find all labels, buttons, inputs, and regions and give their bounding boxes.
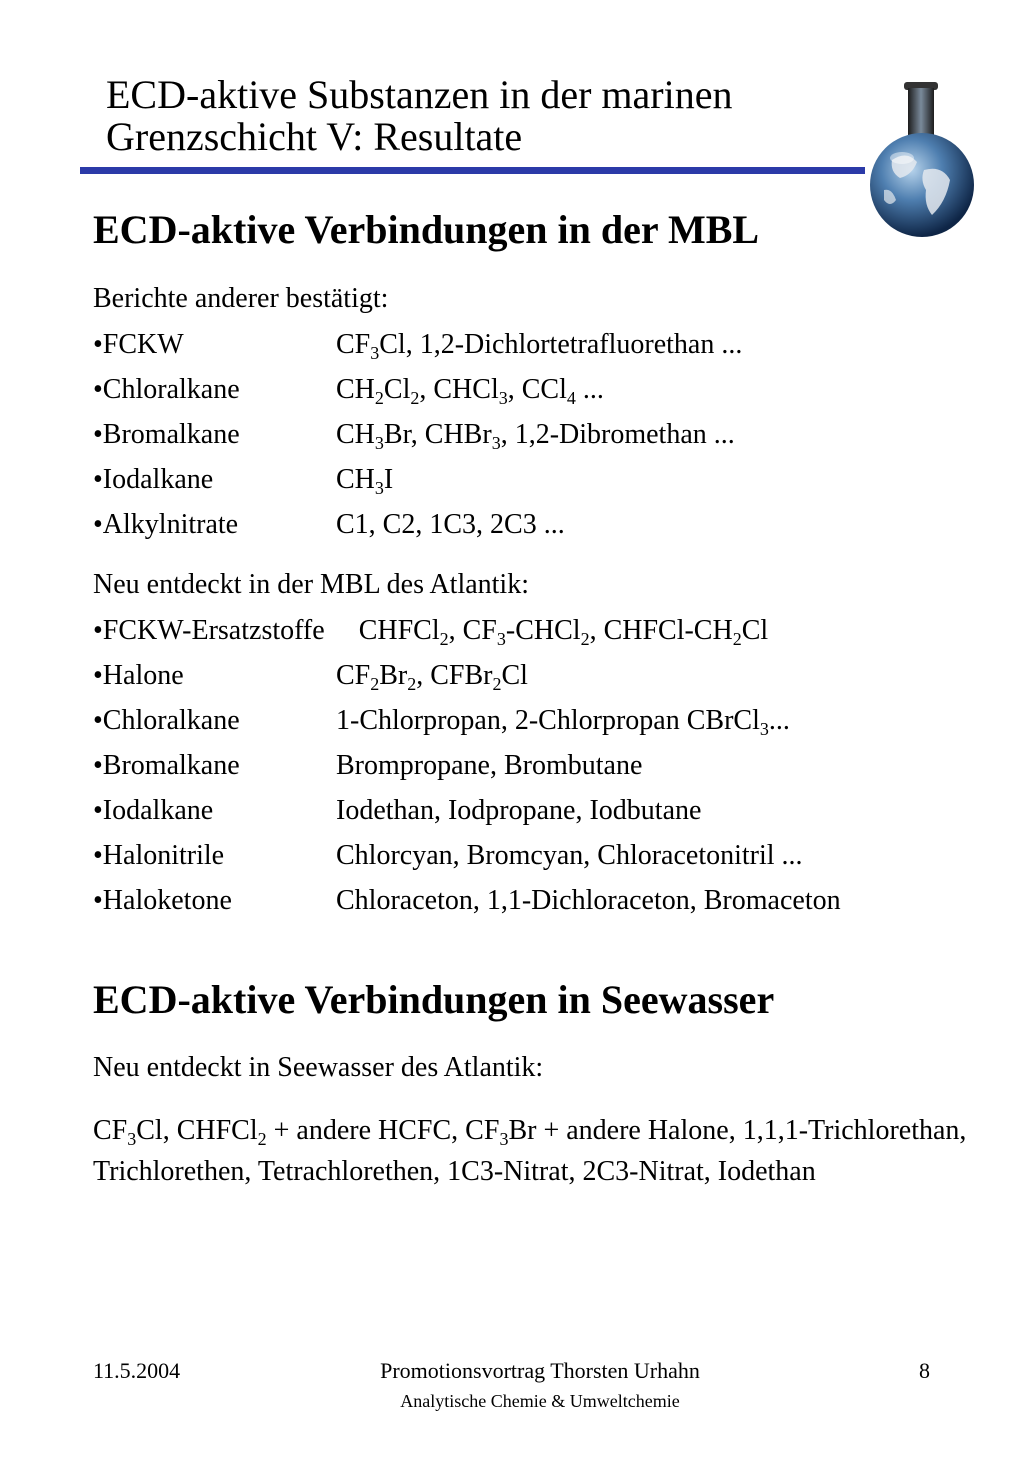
subscript: 2 <box>410 388 420 408</box>
compound-examples <box>336 795 701 826</box>
formula-text: CHFCl <box>358 615 440 646</box>
formula-text: CH <box>336 464 375 495</box>
subscript: 3 <box>759 719 769 739</box>
compound-examples <box>336 885 841 916</box>
subscript: 3 <box>491 433 501 453</box>
formula-text: , CHCl <box>419 374 499 405</box>
formula-text: Chlorcyan, Bromcyan, Chloracetonitril ... <box>336 840 803 871</box>
compound-examples <box>336 660 528 694</box>
formula-text: + andere HCFC, CF <box>266 1115 500 1146</box>
compound-row <box>93 374 604 406</box>
compound-row <box>93 795 701 827</box>
compound-examples <box>336 374 604 408</box>
section-heading-seawater: ECD-aktive Verbindungen in Seewasser <box>93 977 775 1022</box>
compound-class-label: •Bromalkane <box>93 750 240 781</box>
formula-text: Iodethan, Iodpropane, Iodbutane <box>336 795 702 826</box>
subscript: 2 <box>374 388 384 408</box>
compound-row <box>93 615 768 647</box>
compound-class-label: •Haloketone <box>93 885 232 916</box>
compound-row <box>93 509 565 541</box>
subscript: 3 <box>498 388 508 408</box>
formula-text: , 1,2-Dibromethan ... <box>500 419 735 450</box>
formula-text: CF <box>93 1115 128 1146</box>
subscript: 3 <box>374 433 384 453</box>
footer-date: 11.5.2004 <box>93 1358 181 1383</box>
formula-text: , CHFCl-CH <box>589 615 733 646</box>
compound-examples <box>336 840 803 871</box>
subscript: 4 <box>566 388 576 408</box>
compound-class-label: •Bromalkane <box>93 419 240 450</box>
subscript: 2 <box>370 674 380 694</box>
formula-text: , CFBr <box>416 660 493 691</box>
compound-examples <box>336 419 735 453</box>
formula-text: Cl, CHFCl <box>136 1115 258 1146</box>
formula-text: Brompropane, Brombutane <box>336 750 643 781</box>
compound-examples <box>336 329 743 363</box>
compound-row <box>93 419 735 451</box>
compound-examples <box>336 750 642 781</box>
formula-text: I <box>383 464 394 495</box>
subscript: 3 <box>374 478 384 498</box>
subscript: 2 <box>492 674 502 694</box>
compound-class-label: •Halonitrile <box>93 840 225 871</box>
formula-text: ... <box>768 705 790 736</box>
compound-row <box>93 660 528 692</box>
subscript: 3 <box>499 1129 509 1149</box>
subscript: 3 <box>370 343 380 363</box>
formula-text: , CF <box>448 615 497 646</box>
title-underline <box>80 167 865 174</box>
compound-examples <box>336 705 790 739</box>
compound-class-label: •FCKW <box>93 329 184 360</box>
slide-title <box>106 74 732 158</box>
formula-text: Cl <box>501 660 528 691</box>
formula-text: CH <box>336 374 375 405</box>
formula-text: Cl, 1,2-Dichlortetrafluorethan ... <box>379 329 743 360</box>
subscript: 3 <box>127 1129 137 1149</box>
formula-text: Cl <box>741 615 769 646</box>
intro-new-mbl: Neu entdeckt in der MBL des Atlantik: <box>93 569 529 600</box>
subscript: 2 <box>257 1129 267 1149</box>
subscript: 2 <box>407 674 417 694</box>
intro-reports-confirmed: Berichte anderer bestätigt: <box>93 283 389 314</box>
section-heading-mbl: ECD-aktive Verbindungen in der MBL <box>93 207 760 252</box>
compound-class-label: •Chloralkane <box>93 374 240 405</box>
compound-examples <box>336 464 394 498</box>
subscript: 2 <box>439 629 449 649</box>
subscript: 2 <box>580 629 590 649</box>
globe-flask-icon <box>862 80 992 240</box>
compound-class-label: •FCKW-Ersatzstoffe <box>93 615 325 646</box>
compound-class-label: •Iodalkane <box>93 795 214 826</box>
compound-class-label: •Halone <box>93 660 184 691</box>
formula-text: C1, C2, 1C3, 2C3 ... <box>336 509 565 540</box>
compound-row <box>93 750 642 782</box>
compound-class-label: •Alkylnitrate <box>93 509 239 540</box>
compound-row <box>93 840 803 872</box>
formula-text: , CCl <box>507 374 567 405</box>
subscript: 2 <box>732 629 742 649</box>
footer-department: Analytische Chemie & Umweltchemie <box>400 1391 680 1411</box>
compound-row <box>93 705 790 737</box>
page-number: 8 <box>919 1358 930 1383</box>
footer-presenter: Promotionsvortrag Thorsten Urhahn <box>380 1358 700 1383</box>
formula-text: Br <box>379 660 408 691</box>
formula-text: Chloraceton, 1,1-Dichloraceton, Bromaceton <box>336 885 841 916</box>
formula-text: CH <box>336 419 375 450</box>
intro-seawater: Neu entdeckt in Seewasser des Atlantik: <box>93 1052 544 1083</box>
seawater-compound-paragraph <box>93 1110 993 1192</box>
compound-class-label: •Iodalkane <box>93 464 214 495</box>
title-line-1: ECD-aktive Substanzen in der marinen <box>106 72 733 117</box>
formula-text: -CHCl <box>505 615 581 646</box>
formula-text: CF <box>336 329 371 360</box>
formula-text: Br, CHBr <box>383 419 492 450</box>
compound-row <box>93 885 841 917</box>
formula-text: 1-Chlorpropan, 2-Chlorpropan CBrCl <box>336 705 760 736</box>
title-line-2: Grenzschicht V: Resultate <box>106 114 523 159</box>
compound-examples <box>358 615 769 649</box>
compound-row <box>93 329 742 361</box>
compound-examples <box>336 509 565 540</box>
formula-text: Cl <box>383 374 411 405</box>
formula-text: CF <box>336 660 371 691</box>
subscript: 3 <box>496 629 506 649</box>
formula-text: ... <box>575 374 604 405</box>
formula-text: Br + andere Halone, 1,1,1-Trichlorethan, Trichlorethen, Tetrachlorethen, 1C3-Nitrat, 2C3-Nitrat, Iodethan <box>93 1115 967 1187</box>
compound-class-label: •Chloralkane <box>93 705 240 736</box>
compound-row <box>93 464 393 496</box>
